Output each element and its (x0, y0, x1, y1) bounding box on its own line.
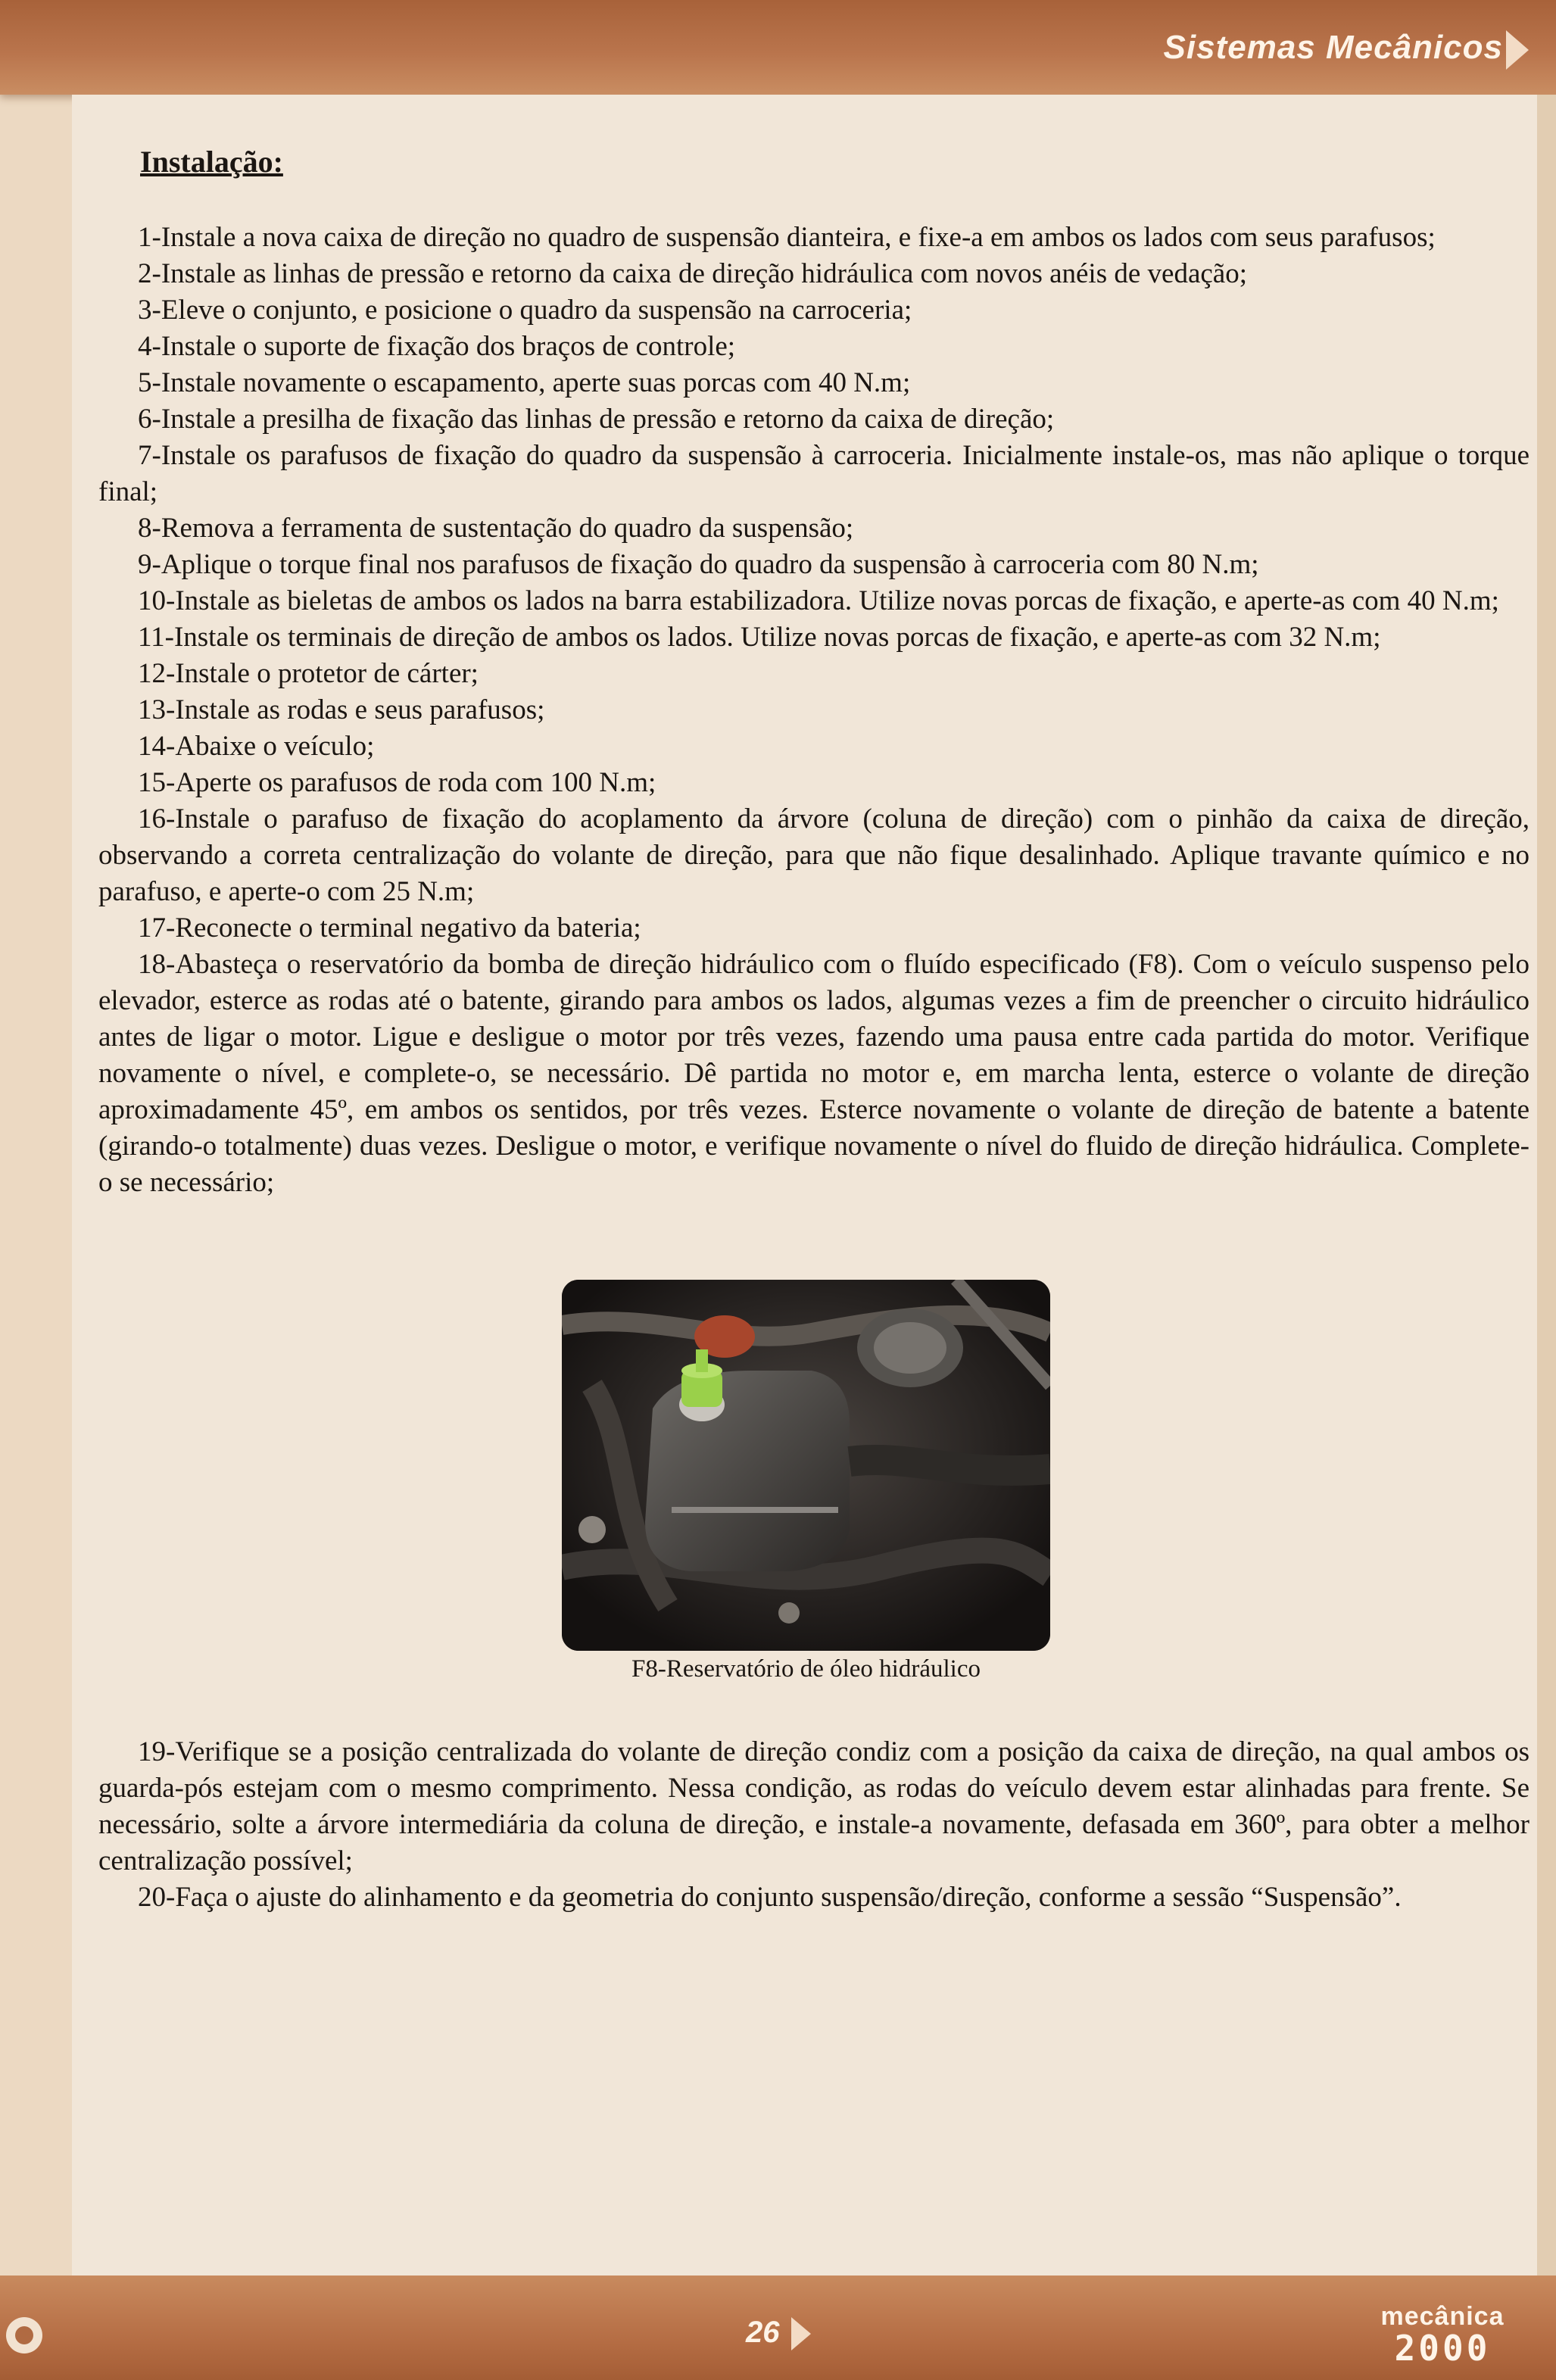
step-item: 13-Instale as rodas e seus parafusos; (138, 694, 545, 725)
step-item: 12-Instale o protetor de cárter; (138, 658, 479, 689)
step-item: 19-Verifique se a posição centralizada do volante de direção condiz com a posição da caixa de direção, na qual ambos os guarda-pós estejam com o mesmo comprimento. Nessa condição, as rodas do veículo devem estar alinhadas para frente. Se necessário, solte a árvore intermediária da coluna de direção, e instale-a novamente, defasada em 360º, para obter a melhor centralização possível; (98, 1736, 1529, 1876)
step-item: 20-Faça o ajuste do alinhamento e da geometria do conjunto suspensão/direção, conforme a sessão “Suspensão”. (138, 1882, 1402, 1913)
step-item: 15-Aperte os parafusos de roda com 100 N.m; (138, 767, 656, 798)
step-item: 6-Instale a presilha de fixação das linhas de pressão e retorno da caixa de direção; (138, 404, 1055, 435)
step-item: 18-Abasteça o reservatório da bomba de direção hidráulico com o fluído especificado (F8). Com o veículo suspenso pelo elevador, esterce as rodas até o batente, girando para ambos os lados, algumas vezes a fim de preencher o circuito hidráulico antes de ligar o motor. Ligue e desligue o motor por três vezes, fazendo uma pausa entre cada partida do motor. Verifique novamente o nível, e complete-o, se necessário. Dê partida no motor e, em marcha lenta, esterce o volante de direção aproximadamente 45º, em ambos os sentidos, por três vezes. Esterce novamente o volante de direção de batente a batente (girando-o totalmente) duas vezes. Desligue o motor, e verifique novamente o nível do fluido de direção hidráulica. Complete-o se necessário; (98, 949, 1529, 1198)
step-item: 7-Instale os parafusos de fixação do quadro da suspensão à carroceria. Inicialmente instale-os, mas não aplique o torque final; (98, 440, 1529, 507)
page-edge-strip (1537, 95, 1556, 2276)
step-item: 4-Instale o suporte de fixação dos braços de controle; (138, 331, 736, 362)
figure-f8 (562, 1280, 1050, 1696)
step-item: 14-Abaixe o veículo; (138, 731, 375, 762)
step-item: 2-Instale as linhas de pressão e retorno da caixa de direção hidráulica com novos anéis de vedação; (138, 258, 1248, 289)
brand-logo-top: mecânica (1380, 2302, 1505, 2331)
instructions-body-continued (98, 1734, 1529, 1916)
step-item: 16-Instale o parafuso de fixação do acoplamento da árvore (coluna de direção) com o pinhão da caixa de direção, observando a correta centralização do volante de direção, para que não fique desalinhado. Aplique travante químico e no parafuso, e aperte-o com 25 N.m; (98, 803, 1529, 907)
section-header-title: Sistemas Mecânicos (1163, 29, 1503, 66)
page-arrow-icon (791, 2317, 811, 2350)
step-item: 9-Aplique o torque final nos parafusos de fixação do quadro da suspensão à carroceria com 80 N.m; (138, 549, 1259, 580)
brand-logo (1363, 2302, 1522, 2369)
engine-bay-illustration (562, 1280, 1050, 1651)
footer-circle-inner (15, 2326, 33, 2344)
page-number: 26 (746, 2316, 780, 2349)
brand-logo-bottom: 2000 (1394, 2328, 1491, 2369)
step-item: 1-Instale a nova caixa de direção no quadro de suspensão dianteira, e fixe-a em ambos os lados com seus parafusos; (138, 222, 1436, 253)
step-item: 8-Remova a ferramenta de sustentação do quadro da suspensão; (138, 513, 854, 544)
instructions-body (98, 144, 1529, 1201)
step-item: 17-Reconecte o terminal negativo da bateria; (138, 912, 641, 944)
section-title: Instalação: (140, 145, 283, 179)
header-arrow-icon (1506, 30, 1529, 70)
step-item: 10-Instale as bieletas de ambos os lados na barra estabilizadora. Utilize novas porcas de fixação, e aperte-as com 40 N.m; (138, 585, 1499, 616)
reservoir-photo (562, 1280, 1050, 1651)
step-item: 5-Instale novamente o escapamento, aperte suas porcas com 40 N.m; (138, 367, 911, 398)
figure-caption: F8-Reservatório de óleo hidráulico (631, 1655, 981, 1683)
step-item: 3-Eleve o conjunto, e posicione o quadro da suspensão na carroceria; (138, 295, 912, 326)
step-item: 11-Instale os terminais de direção de ambos os lados. Utilize novas porcas de fixação, e aperte-as com 32 N.m; (138, 622, 1381, 653)
